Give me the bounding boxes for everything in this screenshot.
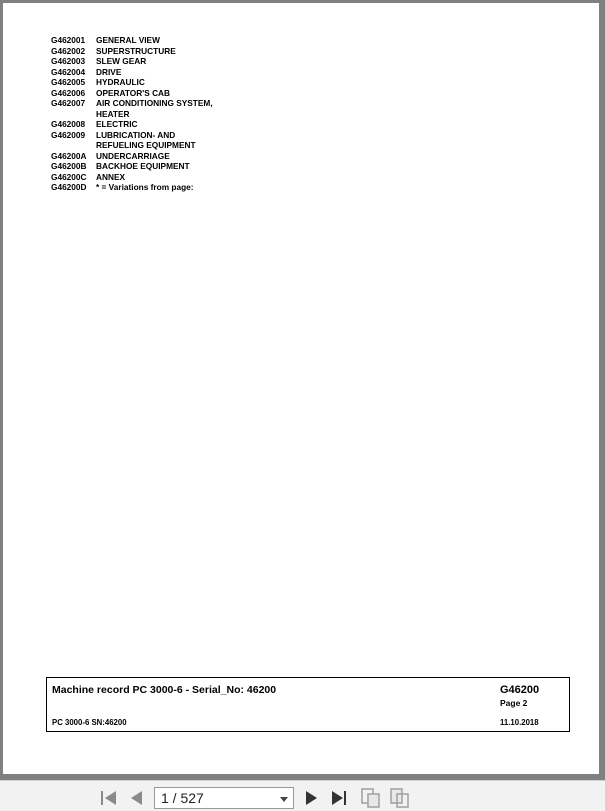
toc-title: SLEW GEAR [96, 56, 147, 66]
last-page-icon[interactable] [330, 789, 348, 807]
toc-title: BACKHOE EQUIPMENT [96, 161, 190, 171]
previous-page-icon[interactable] [128, 789, 146, 807]
toc-title: HYDRAULIC [96, 77, 145, 87]
toc-title: ELECTRIC [96, 119, 138, 129]
footer-doc-number: G46200 [500, 684, 540, 696]
toc-row [51, 88, 236, 99]
page-selector[interactable] [154, 787, 294, 809]
toc-code: G462004 [51, 66, 86, 77]
toc-title: ANNEX [96, 171, 126, 182]
toc-title: * = Variations from page: [96, 182, 194, 192]
page-indicator: 1 / 527 [161, 790, 204, 806]
toc-row [51, 56, 236, 67]
table-of-contents [51, 35, 236, 193]
toc-row [51, 98, 236, 119]
toc-title: UNDERCARRIAGE [96, 150, 170, 161]
two-page-view-icon[interactable] [389, 787, 411, 809]
toc-code: G462008 [51, 119, 86, 129]
toc-row [51, 77, 236, 88]
toc-row [51, 46, 236, 57]
toc-code: G462009 [51, 129, 86, 140]
toc-code: G46200B [51, 161, 87, 171]
footer-model: PC 3000-6 SN:46200 [52, 718, 127, 727]
toc-code: G46200A [51, 150, 87, 161]
toc-title: AIR CONDITIONING SYSTEM, HEATER [96, 98, 213, 119]
first-page-icon[interactable] [100, 789, 118, 807]
toc-row [51, 151, 236, 162]
toc-title: OPERATOR'S CAB [96, 87, 171, 98]
navigation-toolbar [0, 780, 605, 811]
toc-code: G46200D [51, 182, 87, 192]
toc-row [51, 161, 236, 172]
footer-page-label: Page 2 [500, 698, 528, 708]
toc-row [51, 119, 236, 130]
toc-row [51, 67, 236, 78]
chevron-down-icon [279, 792, 289, 804]
page-view-icon[interactable] [360, 787, 382, 809]
toc-row [51, 182, 236, 193]
toc-code: G462002 [51, 45, 86, 56]
toc-title: GENERAL VIEW [96, 35, 160, 45]
toc-title: SUPERSTRUCTURE [96, 45, 176, 56]
toc-title: LUBRICATION- AND REFUELING EQUIPMENT [96, 129, 196, 150]
toc-code: G462003 [51, 56, 86, 66]
document-footer [46, 677, 570, 732]
document-page [3, 3, 599, 774]
toc-code: G46200C [51, 171, 87, 182]
toc-code: G462005 [51, 77, 86, 87]
toc-title: DRIVE [96, 66, 122, 77]
toc-row [51, 172, 236, 183]
toc-code: G462006 [51, 87, 86, 98]
footer-title: Machine record PC 3000-6 - Serial_No: 46200 [52, 684, 277, 696]
toc-row [51, 130, 236, 151]
toc-row [51, 35, 236, 46]
toc-code: G462007 [51, 98, 86, 108]
toc-code: G462001 [51, 35, 86, 45]
next-page-icon[interactable] [302, 789, 320, 807]
footer-date: 11.10.2018 [500, 718, 539, 727]
